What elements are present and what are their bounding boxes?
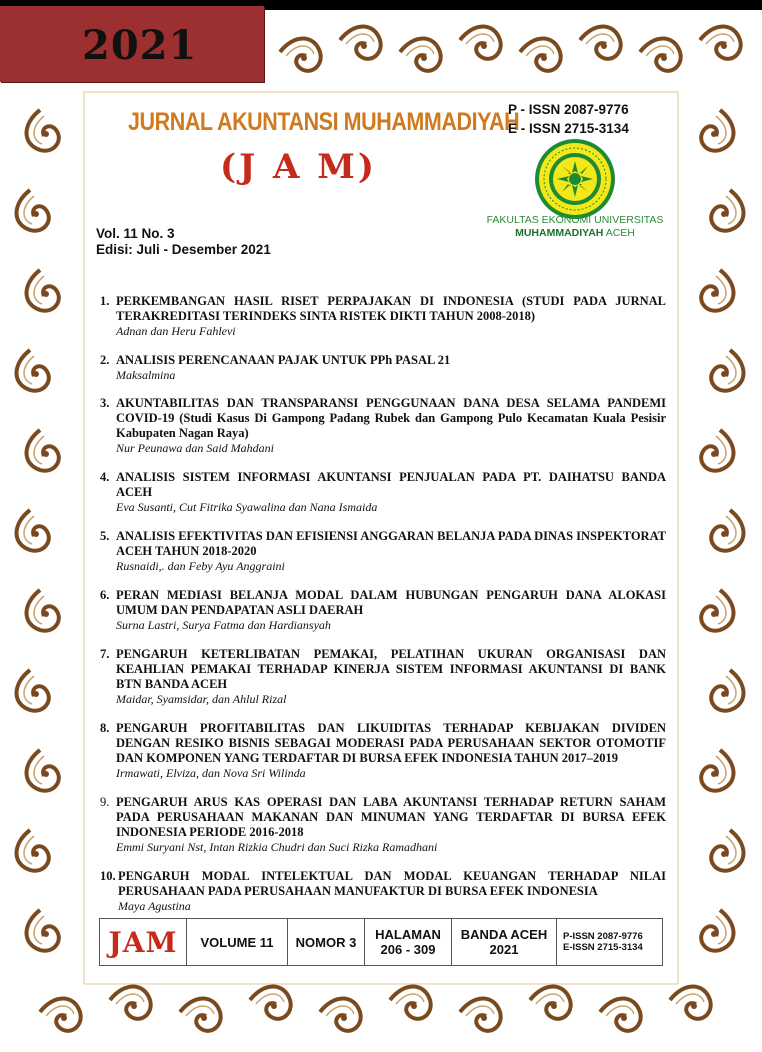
article-authors: Emmi Suryani Nst, Intan Rizkia Chudri dan Suci Rizka Ramadhani — [116, 840, 438, 854]
article-number: 8. — [100, 721, 110, 735]
footer-nomor: NOMOR 3 — [288, 919, 365, 965]
article-number: 10. — [100, 869, 116, 883]
issn-block — [508, 100, 629, 138]
footer-e-issn: E-ISSN 2715-3134 — [563, 942, 643, 953]
article-authors: Maya Agustina — [118, 899, 191, 913]
article-title: ANALISIS PERENCANAAN PAJAK UNTUK PPh PASAL 21 — [116, 353, 451, 367]
article-authors: Maksalmina — [116, 368, 176, 382]
article-title: PENGARUH PROFITABILITAS DAN LIKUIDITAS TERHADAP KEBIJAKAN DIVIDEN DENGAN RESIKO BISNIS SEBAGAI MODERASI PADA PERUSAHAAN SEKTOR OTOMOTIF DAN KOMPONEN YANG TERDAFTAR DI BURSA EFEK INDONESIA TAHUN 2017–2019 — [116, 721, 666, 765]
article-list — [100, 294, 666, 914]
article-number: 9. — [100, 795, 110, 809]
article-title: ANALISIS SISTEM INFORMASI AKUNTANSI PENJUALAN PADA PT. DAIHATSU BANDA ACEH — [116, 470, 666, 499]
article-item — [100, 588, 666, 633]
university-logo-icon — [533, 137, 617, 221]
footer-jam-logo: JAM — [108, 925, 178, 959]
article-number: 4. — [100, 470, 110, 484]
article-item — [100, 396, 666, 456]
footer-city: BANDA ACEH — [460, 927, 548, 942]
article-authors: Maidar, Syamsidar, dan Ahlul Rizal — [116, 692, 287, 706]
article-number: 7. — [100, 647, 110, 661]
article-authors: Surna Lastri, Surya Fatma dan Hardiansyah — [116, 618, 331, 632]
article-title: PENGARUH ARUS KAS OPERASI DAN LABA AKUNTANSI TERHADAP RETURN SAHAM PADA PERUSAHAAN MAKANAN DAN MINUMAN YANG TERDAFTAR DI BURSA EFEK INDONESIA PERIODE 2016-2018 — [116, 795, 666, 839]
footer-info-table — [99, 918, 663, 966]
footer-logo-cell — [100, 919, 187, 965]
article-title: PERAN MEDIASI BELANJA MODAL DALAM HUBUNGAN PENGARUH DANA ALOKASI UMUM DAN PENDAPATAN ASLI DAERAH — [116, 588, 666, 617]
footer-halaman — [365, 919, 452, 965]
faculty-name — [480, 214, 670, 240]
article-title: ANALISIS EFEKTIVITAS DAN EFISIENSI ANGGARAN BELANJA PADA DINAS INSPEKTORAT ACEH TAHUN 2018-2020 — [116, 529, 666, 558]
article-title: AKUNTABILITAS DAN TRANSPARANSI PENGGUNAAN DANA DESA SELAMA PANDEMI COVID-19 (Studi Kasus Di Gampong Padang Rubek dan Gampong Pulo Kecamatan Kuala Pesisir Kabupaten Nagan Raya) — [116, 396, 666, 440]
article-authors: Eva Susanti, Cut Fitrika Syawalina dan Nana Ismaida — [116, 500, 378, 514]
article-number: 3. — [100, 396, 110, 410]
footer-city-year — [452, 919, 557, 965]
edition: Edisi: Juli - Desember 2021 — [96, 242, 271, 257]
article-item — [100, 529, 666, 574]
article-number: 5. — [100, 529, 110, 543]
footer-p-issn: P-ISSN 2087-9776 — [563, 931, 643, 942]
footer-issn — [557, 919, 662, 965]
article-number: 2. — [100, 353, 110, 367]
footer-year: 2021 — [489, 942, 519, 957]
article-item — [100, 721, 666, 781]
year-banner — [0, 6, 264, 82]
article-title: PENGARUH KETERLIBATAN PEMAKAI, PELATIHAN UKURAN ORGANISASI DAN KEAHLIAN PEMAKAI TERHADAP KINERJA SISTEM INFORMASI AKUNTANSI DI BANK BTN BANDA ACEH — [116, 647, 666, 691]
year-label: 2021 — [82, 22, 198, 69]
article-item — [100, 294, 666, 339]
article-authors: Irmawati, Elviza, dan Nova Sri Wilinda — [116, 766, 306, 780]
faculty-line-1: FAKULTAS EKONOMI UNIVERSITAS — [486, 214, 664, 226]
p-issn: P - ISSN 2087-9776 — [508, 102, 629, 117]
footer-halaman-label: HALAMAN — [375, 927, 441, 942]
volume-number: Vol. 11 No. 3 — [96, 226, 175, 241]
article-number: 6. — [100, 588, 110, 602]
article-title: PENGARUH MODAL INTELEKTUAL DAN MODAL KEUANGAN TERHADAP NILAI PERUSAHAAN PADA PERUSAHAAN MANUFAKTUR DI BURSA EFEK INDONESIA — [118, 869, 666, 898]
article-item — [100, 470, 666, 515]
journal-abbreviation: (J A M) — [220, 147, 377, 187]
article-title: PERKEMBANGAN HASIL RISET PERPAJAKAN DI INDONESIA (STUDI PADA JURNAL TERAKREDITASI TERINDEKS SINTA RISTEK DIKTI TAHUN 2008-2018) — [116, 294, 666, 323]
article-number: 1. — [100, 294, 110, 308]
journal-title: JURNAL AKUNTANSI MUHAMMADIYAH — [128, 108, 520, 136]
volume-info — [96, 226, 271, 258]
article-item — [100, 647, 666, 707]
faculty-line-2b: ACEH — [603, 227, 635, 239]
article-authors: Adnan dan Heru Fahlevi — [116, 324, 236, 338]
footer-volume: VOLUME 11 — [187, 919, 288, 965]
e-issn: E - ISSN 2715-3134 — [508, 121, 629, 136]
footer-halaman-value: 206 - 309 — [380, 942, 436, 957]
faculty-line-2: MUHAMMADIYAH — [515, 227, 604, 239]
article-item — [100, 869, 666, 914]
article-authors: Rusnaidi,. dan Feby Ayu Anggraini — [116, 559, 285, 573]
article-item — [100, 353, 666, 383]
article-item — [100, 795, 666, 855]
article-authors: Nur Peunawa dan Said Mahdani — [116, 441, 274, 455]
